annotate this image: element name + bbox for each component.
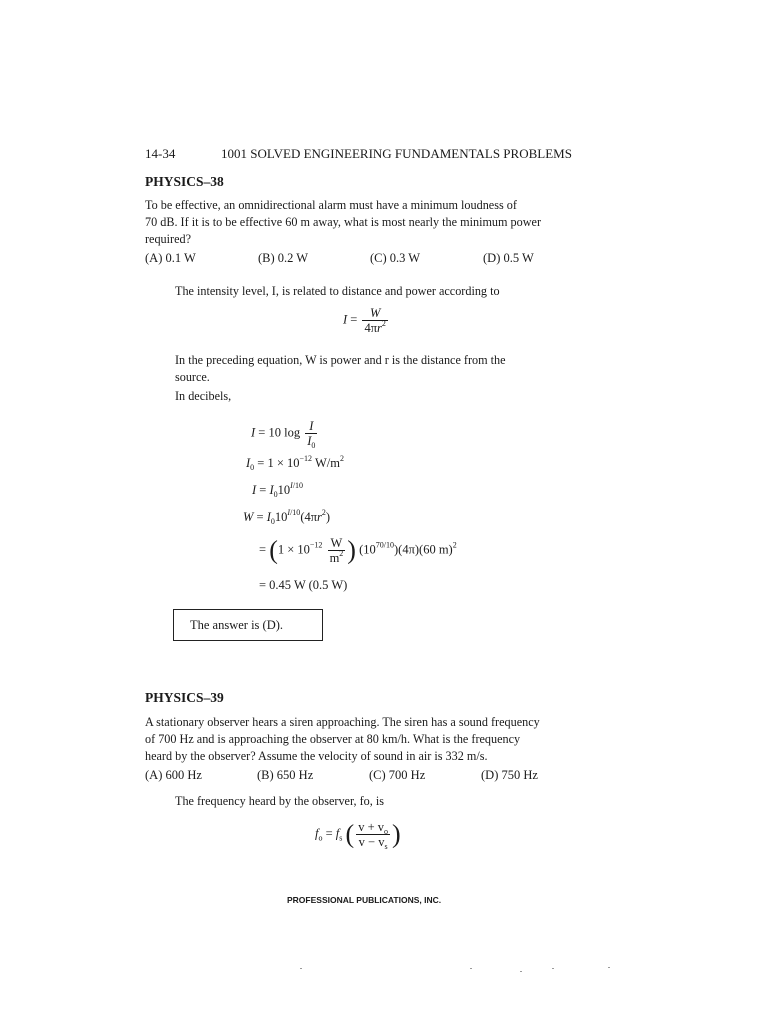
explanation-line: source. [175, 370, 210, 384]
page-number: 14-34 [145, 146, 176, 161]
answer-box [173, 609, 323, 641]
question-line: A stationary observer hears a siren approaching. The siren has a sound frequency [145, 715, 540, 729]
reference-intensity-equation: $I_0 = 1 \times 10^{-12}$ $W/m^2$ [246, 454, 344, 472]
question-line: of 700 Hz and is approaching the observer at 80 km/h. What is the frequency [145, 732, 521, 746]
solution-intro: The frequency heard by the observer, fo, is [175, 794, 384, 808]
power-substitution: = ($1 \times 10^{-12}$ $\frac{W}{m^2}$ ) $(10^{70/10})(4\pi)(60$ m)$^2$ [259, 535, 457, 565]
equation-explanation [175, 352, 506, 386]
option-d: (D) 750 Hz [481, 768, 538, 782]
problem-38-title: PHYSICS–38 [145, 174, 224, 189]
scan-speck [470, 968, 472, 969]
publisher-footer: PROFESSIONAL PUBLICATIONS, INC. [287, 895, 442, 905]
power-equation: $W = I_010^{I/10}(4\pi r^2)$ [243, 508, 331, 526]
option-a: (A) 600 Hz [145, 768, 202, 782]
scan-speck [520, 971, 522, 972]
question-line: 70 dB. If it is to be effective 60 m away, what is most nearly the minimum power [145, 215, 542, 229]
power-result: = 0.45 W (0.5 W) [259, 578, 348, 592]
doppler-equation: $f_o = f_s$ ( $\frac{v + v_o}{v - v_s}$ ) [315, 819, 401, 851]
option-c: (C) 700 Hz [369, 768, 426, 782]
scan-speck [552, 968, 554, 969]
scan-speck [300, 968, 302, 969]
option-d: (D) 0.5 W [483, 251, 534, 265]
solution-intro: The intensity level, I, is related to distance and power according to [175, 284, 500, 298]
explanation-line: In the preceding equation, W is power and r is the distance from the [175, 353, 506, 367]
option-b: (B) 650 Hz [257, 768, 314, 782]
decibel-equation: I = 10 log $\frac{I}{I_0}$ [251, 419, 316, 450]
intensity-solved-equation: $I = I_010^{I/10}$ [252, 481, 304, 499]
option-a: (A) 0.1 W [145, 251, 196, 265]
in-decibels-label: In decibels, [175, 389, 232, 403]
scan-speck [608, 967, 610, 968]
problem-39-title: PHYSICS–39 [145, 690, 224, 705]
problem-39-question [145, 714, 540, 765]
intensity-equation: I = $\frac{W}{4\pi r^2}$ [343, 306, 386, 335]
option-b: (B) 0.2 W [258, 251, 309, 265]
option-c: (C) 0.3 W [370, 251, 421, 265]
question-line: To be effective, an omnidirectional alarm must have a minimum loudness of [145, 198, 517, 212]
running-title: 1001 SOLVED ENGINEERING FUNDAMENTALS PROBLEMS [221, 146, 572, 161]
question-line: heard by the observer? Assume the velocity of sound in air is 332 m/s. [145, 749, 488, 763]
answer-text: The answer is (D). [190, 617, 284, 632]
question-line: required? [145, 232, 192, 246]
problem-38-question [145, 197, 541, 248]
